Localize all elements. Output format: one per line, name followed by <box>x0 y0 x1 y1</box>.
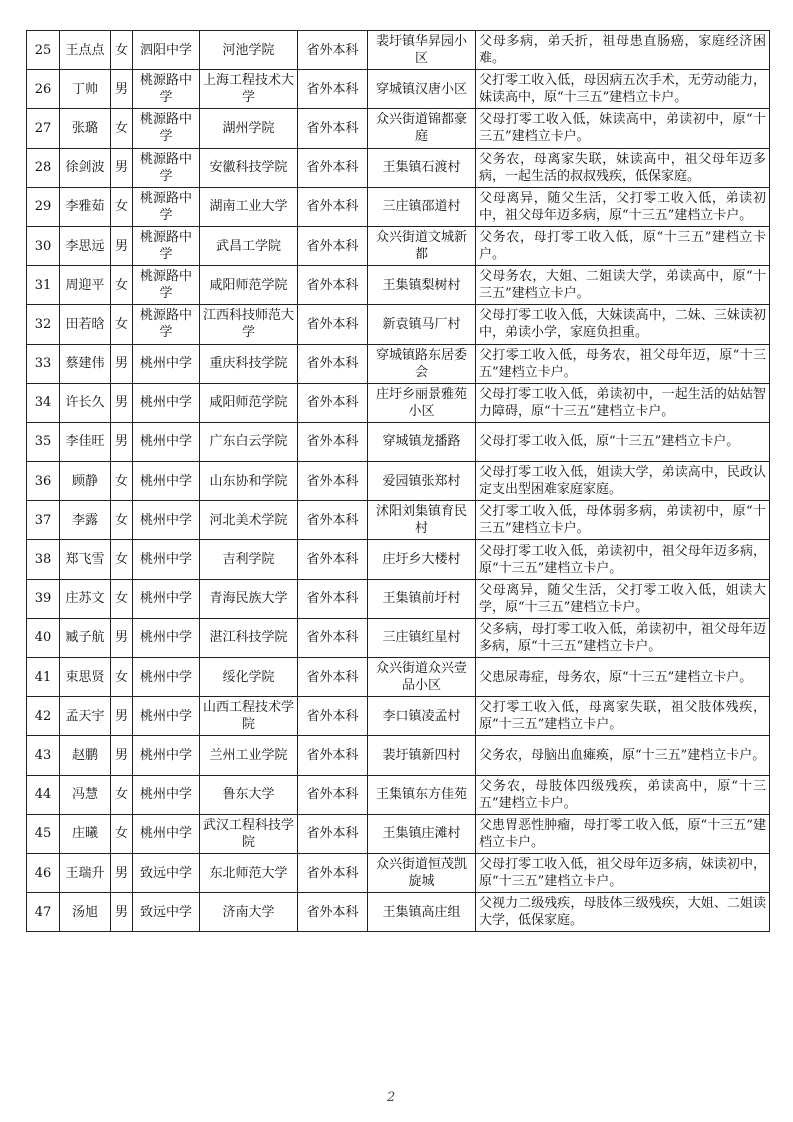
high-school-cell: 桃州中学 <box>133 814 200 853</box>
home-address-cell: 爱园镇张郑村 <box>368 462 476 501</box>
table-row <box>27 31 770 70</box>
admission-level-cell: 省外本科 <box>298 70 368 109</box>
home-address-cell: 庄圩乡丽景雅苑小区 <box>368 383 476 422</box>
student-name-cell: 田若晗 <box>60 305 111 344</box>
family-situation-cell: 父务农，母离家失联，妹读高中，祖父母年迈多病，一起生活的叔叔残疾，低保家庭。 <box>476 148 770 187</box>
college-cell: 湖州学院 <box>200 109 298 148</box>
table-row <box>27 187 770 226</box>
row-number-cell: 29 <box>27 187 60 226</box>
table-row <box>27 814 770 853</box>
family-situation-cell: 父母打零工收入低，祖父母年迈多病，妹读初中，原“十三五”建档立卡户。 <box>476 853 770 892</box>
admission-level-cell: 省外本科 <box>298 422 368 461</box>
college-cell: 咸阳师范学院 <box>200 383 298 422</box>
table-row <box>27 344 770 383</box>
student-name-cell: 李思远 <box>60 226 111 265</box>
row-number-cell: 42 <box>27 697 60 736</box>
student-name-cell: 庄曦 <box>60 814 111 853</box>
gender-cell: 女 <box>111 501 133 540</box>
family-situation-cell: 父母打零工收入低，弟读初中，祖父母年迈多病，原“十三五”建档立卡户。 <box>476 540 770 579</box>
admission-level-cell: 省外本科 <box>298 226 368 265</box>
family-situation-cell: 父母离异，随父生活，父打零工收入低，姐读大学，原“十三五”建档立卡户。 <box>476 579 770 618</box>
college-cell: 上海工程技术大学 <box>200 70 298 109</box>
college-cell: 安徽科技学院 <box>200 148 298 187</box>
gender-cell: 女 <box>111 775 133 814</box>
gender-cell: 男 <box>111 226 133 265</box>
family-situation-cell: 父母打零工收入低，大妹读高中，二妹、三妹读初中，弟读小学，家庭负担重。 <box>476 305 770 344</box>
high-school-cell: 桃州中学 <box>133 383 200 422</box>
row-number-cell: 44 <box>27 775 60 814</box>
gender-cell: 男 <box>111 148 133 187</box>
admission-level-cell: 省外本科 <box>298 893 368 932</box>
gender-cell: 女 <box>111 814 133 853</box>
family-situation-cell: 父视力二级残疾，母肢体三级残疾，大姐、二姐读大学，低保家庭。 <box>476 893 770 932</box>
home-address-cell: 三庄镇邵道村 <box>368 187 476 226</box>
family-situation-cell: 父患胃恶性肿瘤，母打零工收入低，原“十三五”建档立卡户。 <box>476 814 770 853</box>
college-cell: 武昌工学院 <box>200 226 298 265</box>
student-name-cell: 冯慧 <box>60 775 111 814</box>
table-row <box>27 462 770 501</box>
admission-level-cell: 省外本科 <box>298 618 368 657</box>
student-aid-table <box>26 30 770 932</box>
family-situation-cell: 父母离异，随父生活，父打零工收入低，弟读初中，祖父母年迈多病，原“十三五”建档立卡户。 <box>476 187 770 226</box>
home-address-cell: 新袁镇马厂村 <box>368 305 476 344</box>
high-school-cell: 桃州中学 <box>133 579 200 618</box>
table-row <box>27 501 770 540</box>
high-school-cell: 桃州中学 <box>133 344 200 383</box>
student-name-cell: 王点点 <box>60 31 111 70</box>
gender-cell: 女 <box>111 579 133 618</box>
admission-level-cell: 省外本科 <box>298 775 368 814</box>
gender-cell: 女 <box>111 31 133 70</box>
family-situation-cell: 父打零工收入低，母离家失联，祖父肢体残疾，原“十三五”建档立卡户。 <box>476 697 770 736</box>
college-cell: 青海民族大学 <box>200 579 298 618</box>
family-situation-cell: 父务农，母脑出血瘫痪，原“十三五”建档立卡户。 <box>476 736 770 775</box>
table-row <box>27 775 770 814</box>
table-row <box>27 618 770 657</box>
page-number: 2 <box>387 1090 396 1105</box>
row-number-cell: 39 <box>27 579 60 618</box>
home-address-cell: 王集镇高庄组 <box>368 893 476 932</box>
student-name-cell: 李露 <box>60 501 111 540</box>
gender-cell: 女 <box>111 540 133 579</box>
college-cell: 河北美术学院 <box>200 501 298 540</box>
admission-level-cell: 省外本科 <box>298 697 368 736</box>
family-situation-cell: 父患尿毒症，母务农，原“十三五”建档立卡户。 <box>476 658 770 697</box>
home-address-cell: 庄圩乡大楼村 <box>368 540 476 579</box>
table-row <box>27 658 770 697</box>
row-number-cell: 36 <box>27 462 60 501</box>
student-name-cell: 臧子航 <box>60 618 111 657</box>
student-name-cell: 许长久 <box>60 383 111 422</box>
gender-cell: 男 <box>111 618 133 657</box>
high-school-cell: 桃源路中学 <box>133 70 200 109</box>
student-name-cell: 李佳旺 <box>60 422 111 461</box>
college-cell: 重庆科技学院 <box>200 344 298 383</box>
row-number-cell: 26 <box>27 70 60 109</box>
high-school-cell: 桃州中学 <box>133 422 200 461</box>
college-cell: 河池学院 <box>200 31 298 70</box>
student-name-cell: 赵鹏 <box>60 736 111 775</box>
student-name-cell: 王瑞升 <box>60 853 111 892</box>
college-cell: 济南大学 <box>200 893 298 932</box>
gender-cell: 女 <box>111 305 133 344</box>
high-school-cell: 桃州中学 <box>133 540 200 579</box>
admission-level-cell: 省外本科 <box>298 579 368 618</box>
row-number-cell: 47 <box>27 893 60 932</box>
table-row <box>27 893 770 932</box>
student-name-cell: 庄苏文 <box>60 579 111 618</box>
college-cell: 山西工程技术学院 <box>200 697 298 736</box>
high-school-cell: 桃州中学 <box>133 697 200 736</box>
student-name-cell: 郑飞雪 <box>60 540 111 579</box>
gender-cell: 男 <box>111 383 133 422</box>
student-name-cell: 汤旭 <box>60 893 111 932</box>
gender-cell: 男 <box>111 697 133 736</box>
family-situation-cell: 父母打零工收入低，姐读大学，弟读高中，民政认定支出型困难家庭家庭。 <box>476 462 770 501</box>
gender-cell: 女 <box>111 266 133 305</box>
row-number-cell: 34 <box>27 383 60 422</box>
table-row <box>27 383 770 422</box>
family-situation-cell: 父务农，母打零工收入低，原“十三五”建档立卡户。 <box>476 226 770 265</box>
college-cell: 咸阳师范学院 <box>200 266 298 305</box>
gender-cell: 男 <box>111 853 133 892</box>
family-situation-cell: 父打零工收入低，母因病五次手术，无劳动能力，妹读高中，原“十三五”建档立卡户。 <box>476 70 770 109</box>
family-situation-cell: 父务农，母肢体四级残疾，弟读高中，原“十三五”建档立卡户。 <box>476 775 770 814</box>
high-school-cell: 致远中学 <box>133 853 200 892</box>
home-address-cell: 王集镇东方佳苑 <box>368 775 476 814</box>
high-school-cell: 桃源路中学 <box>133 109 200 148</box>
table-row <box>27 736 770 775</box>
gender-cell: 女 <box>111 462 133 501</box>
table-row <box>27 109 770 148</box>
admission-level-cell: 省外本科 <box>298 540 368 579</box>
admission-level-cell: 省外本科 <box>298 814 368 853</box>
table-row <box>27 305 770 344</box>
home-address-cell: 王集镇石渡村 <box>368 148 476 187</box>
high-school-cell: 桃源路中学 <box>133 305 200 344</box>
row-number-cell: 40 <box>27 618 60 657</box>
student-name-cell: 李雅茹 <box>60 187 111 226</box>
family-situation-cell: 父多病，母打零工收入低，弟读初中，祖父母年迈多病，原“十三五”建档立卡户。 <box>476 618 770 657</box>
row-number-cell: 45 <box>27 814 60 853</box>
college-cell: 鲁东大学 <box>200 775 298 814</box>
home-address-cell: 王集镇梨树村 <box>368 266 476 305</box>
admission-level-cell: 省外本科 <box>298 736 368 775</box>
row-number-cell: 25 <box>27 31 60 70</box>
home-address-cell: 众兴街道恒茂凯旋城 <box>368 853 476 892</box>
table-row <box>27 853 770 892</box>
gender-cell: 男 <box>111 70 133 109</box>
high-school-cell: 桃州中学 <box>133 618 200 657</box>
high-school-cell: 桃州中学 <box>133 462 200 501</box>
admission-level-cell: 省外本科 <box>298 462 368 501</box>
high-school-cell: 桃州中学 <box>133 736 200 775</box>
admission-level-cell: 省外本科 <box>298 305 368 344</box>
college-cell: 东北师范大学 <box>200 853 298 892</box>
gender-cell: 男 <box>111 893 133 932</box>
admission-level-cell: 省外本科 <box>298 31 368 70</box>
table-row <box>27 70 770 109</box>
row-number-cell: 46 <box>27 853 60 892</box>
row-number-cell: 41 <box>27 658 60 697</box>
high-school-cell: 桃州中学 <box>133 775 200 814</box>
row-number-cell: 27 <box>27 109 60 148</box>
admission-level-cell: 省外本科 <box>298 148 368 187</box>
row-number-cell: 37 <box>27 501 60 540</box>
table-row <box>27 422 770 461</box>
family-situation-cell: 父母多病，弟夭折，祖母患直肠癌，家庭经济困难。 <box>476 31 770 70</box>
gender-cell: 女 <box>111 109 133 148</box>
row-number-cell: 43 <box>27 736 60 775</box>
gender-cell: 男 <box>111 344 133 383</box>
home-address-cell: 众兴街道众兴壹品小区 <box>368 658 476 697</box>
table-row <box>27 540 770 579</box>
family-situation-cell: 父打零工收入低，母体弱多病，弟读初中，原“十三五”建档立卡户。 <box>476 501 770 540</box>
home-address-cell: 穿城镇汉唐小区 <box>368 70 476 109</box>
gender-cell: 女 <box>111 187 133 226</box>
admission-level-cell: 省外本科 <box>298 187 368 226</box>
home-address-cell: 穿城镇路东居委会 <box>368 344 476 383</box>
home-address-cell: 三庄镇红星村 <box>368 618 476 657</box>
high-school-cell: 桃源路中学 <box>133 266 200 305</box>
gender-cell: 男 <box>111 736 133 775</box>
college-cell: 武汉工程科技学院 <box>200 814 298 853</box>
table-row <box>27 579 770 618</box>
admission-level-cell: 省外本科 <box>298 501 368 540</box>
high-school-cell: 桃源路中学 <box>133 187 200 226</box>
home-address-cell: 裴圩镇新四村 <box>368 736 476 775</box>
table-row <box>27 697 770 736</box>
family-situation-cell: 父母务农，大姐、二姐读大学，弟读高中，原“十三五”建档立卡户。 <box>476 266 770 305</box>
home-address-cell: 穿城镇龙播路 <box>368 422 476 461</box>
high-school-cell: 桃源路中学 <box>133 226 200 265</box>
admission-level-cell: 省外本科 <box>298 344 368 383</box>
row-number-cell: 31 <box>27 266 60 305</box>
high-school-cell: 致远中学 <box>133 893 200 932</box>
row-number-cell: 28 <box>27 148 60 187</box>
admission-level-cell: 省外本科 <box>298 658 368 697</box>
home-address-cell: 李口镇凌孟村 <box>368 697 476 736</box>
college-cell: 兰州工业学院 <box>200 736 298 775</box>
row-number-cell: 33 <box>27 344 60 383</box>
admission-level-cell: 省外本科 <box>298 109 368 148</box>
student-name-cell: 孟天宇 <box>60 697 111 736</box>
family-situation-cell: 父打零工收入低，母务农，祖父母年迈，原“十三五”建档立卡户。 <box>476 344 770 383</box>
row-number-cell: 35 <box>27 422 60 461</box>
family-situation-cell: 父母打零工收入低，弟读初中，一起生活的姑姑智力障碍，原“十三五”建档立卡户。 <box>476 383 770 422</box>
admission-level-cell: 省外本科 <box>298 266 368 305</box>
college-cell: 湛江科技学院 <box>200 618 298 657</box>
family-situation-cell: 父母打零工收入低，妹读高中，弟读初中，原“十三五”建档立卡户。 <box>476 109 770 148</box>
table-body <box>27 31 770 932</box>
home-address-cell: 沭阳刘集镇育民村 <box>368 501 476 540</box>
college-cell: 吉利学院 <box>200 540 298 579</box>
admission-level-cell: 省外本科 <box>298 383 368 422</box>
student-name-cell: 蔡建伟 <box>60 344 111 383</box>
gender-cell: 女 <box>111 658 133 697</box>
home-address-cell: 王集镇庄滩村 <box>368 814 476 853</box>
high-school-cell: 泗阳中学 <box>133 31 200 70</box>
student-name-cell: 束思贤 <box>60 658 111 697</box>
table-row <box>27 226 770 265</box>
row-number-cell: 32 <box>27 305 60 344</box>
admission-level-cell: 省外本科 <box>298 853 368 892</box>
high-school-cell: 桃州中学 <box>133 658 200 697</box>
high-school-cell: 桃州中学 <box>133 501 200 540</box>
high-school-cell: 桃源路中学 <box>133 148 200 187</box>
home-address-cell: 众兴街道锦都豪庭 <box>368 109 476 148</box>
row-number-cell: 30 <box>27 226 60 265</box>
college-cell: 山东协和学院 <box>200 462 298 501</box>
home-address-cell: 裴圩镇华昇园小区 <box>368 31 476 70</box>
college-cell: 广东白云学院 <box>200 422 298 461</box>
college-cell: 江西科技师范大学 <box>200 305 298 344</box>
home-address-cell: 众兴街道文城新都 <box>368 226 476 265</box>
student-name-cell: 张璐 <box>60 109 111 148</box>
college-cell: 绥化学院 <box>200 658 298 697</box>
college-cell: 湖南工业大学 <box>200 187 298 226</box>
table-row <box>27 148 770 187</box>
gender-cell: 男 <box>111 422 133 461</box>
home-address-cell: 王集镇前圩村 <box>368 579 476 618</box>
student-name-cell: 丁帅 <box>60 70 111 109</box>
table-row <box>27 266 770 305</box>
student-name-cell: 周迎平 <box>60 266 111 305</box>
family-situation-cell: 父母打零工收入低，原“十三五”建档立卡户。 <box>476 422 770 461</box>
student-name-cell: 徐剑波 <box>60 148 111 187</box>
row-number-cell: 38 <box>27 540 60 579</box>
student-name-cell: 顾静 <box>60 462 111 501</box>
